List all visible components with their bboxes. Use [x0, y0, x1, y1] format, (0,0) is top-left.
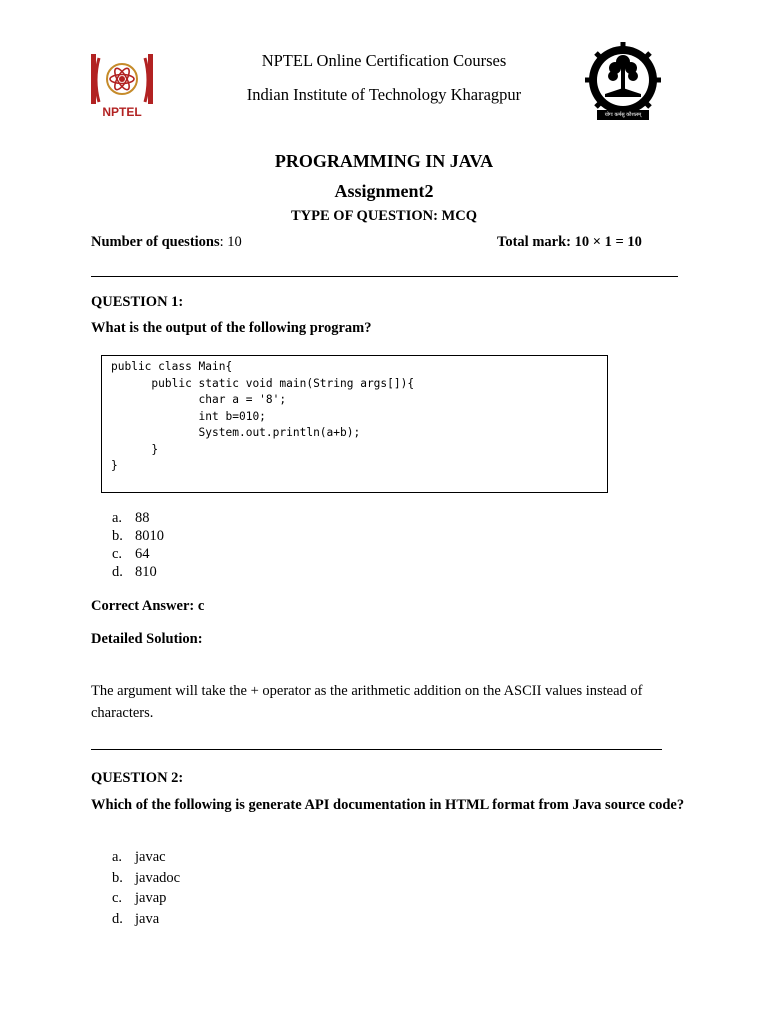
- option-letter: a.: [112, 849, 123, 865]
- option-d: [112, 563, 164, 581]
- question-1-options: [112, 509, 164, 581]
- option-text: javap: [135, 890, 167, 906]
- question-2-heading: QUESTION 2:: [91, 770, 184, 786]
- document-title: PROGRAMMING IN JAVA: [274, 151, 494, 171]
- option-letter: c.: [112, 890, 123, 906]
- option-letter: b.: [112, 869, 123, 886]
- option-text: 64: [135, 546, 150, 562]
- option-letter: d.: [112, 564, 123, 580]
- code-text: public class Main{ public static void main(String args[]){ char a = '8'; int b=010; System.out.println(a+b); } }: [111, 360, 415, 472]
- question-2-options: [112, 847, 180, 929]
- option-text: javac: [135, 849, 166, 865]
- solution-text: The argument will take the + operator as the arithmetic addition on the ASCII values instead of characters.: [91, 683, 643, 721]
- question-1-prompt: What is the output of the following program?: [91, 320, 372, 336]
- option-letter: d.: [112, 910, 123, 927]
- option-c: [112, 888, 180, 909]
- option-text: java: [135, 910, 160, 927]
- seal-motto: योगः कर्मसु कौशलम्: [604, 112, 642, 118]
- nptel-logo-text: NPTEL: [102, 105, 142, 119]
- correct-answer: Correct Answer: c: [91, 598, 205, 614]
- option-text: 8010: [135, 528, 164, 544]
- number-of-questions-value: : 10: [219, 234, 242, 250]
- option-b: [112, 868, 180, 889]
- document-subtitle: Assignment2: [334, 181, 434, 201]
- number-of-questions-label: Number of questions: [91, 234, 220, 250]
- question-type: TYPE OF QUESTION: MCQ: [291, 208, 477, 224]
- question-2-prompt: Which of the following is generate API documentation in HTML format from Java source code?: [91, 797, 685, 813]
- option-text: 810: [135, 564, 157, 580]
- option-letter: b.: [112, 528, 123, 544]
- number-of-questions: [91, 234, 242, 251]
- option-letter: c.: [112, 546, 123, 562]
- option-a: [112, 509, 164, 527]
- header-line-1: NPTEL Online Certification Courses: [261, 51, 507, 70]
- option-a: [112, 847, 180, 868]
- total-mark: Total mark: 10 × 1 = 10: [497, 234, 642, 250]
- question-1-heading: QUESTION 1:: [91, 294, 184, 310]
- header-line-2: Indian Institute of Technology Kharagpur: [246, 85, 522, 104]
- option-text: javadoc: [135, 869, 181, 886]
- option-d: [112, 909, 180, 930]
- option-b: [112, 527, 164, 545]
- code-block: [101, 355, 608, 493]
- option-text: 88: [135, 510, 150, 526]
- divider-top: [91, 276, 678, 277]
- option-c: [112, 545, 164, 563]
- detailed-solution-label: Detailed Solution:: [91, 631, 203, 647]
- option-letter: a.: [112, 510, 123, 526]
- divider-middle: [91, 749, 662, 750]
